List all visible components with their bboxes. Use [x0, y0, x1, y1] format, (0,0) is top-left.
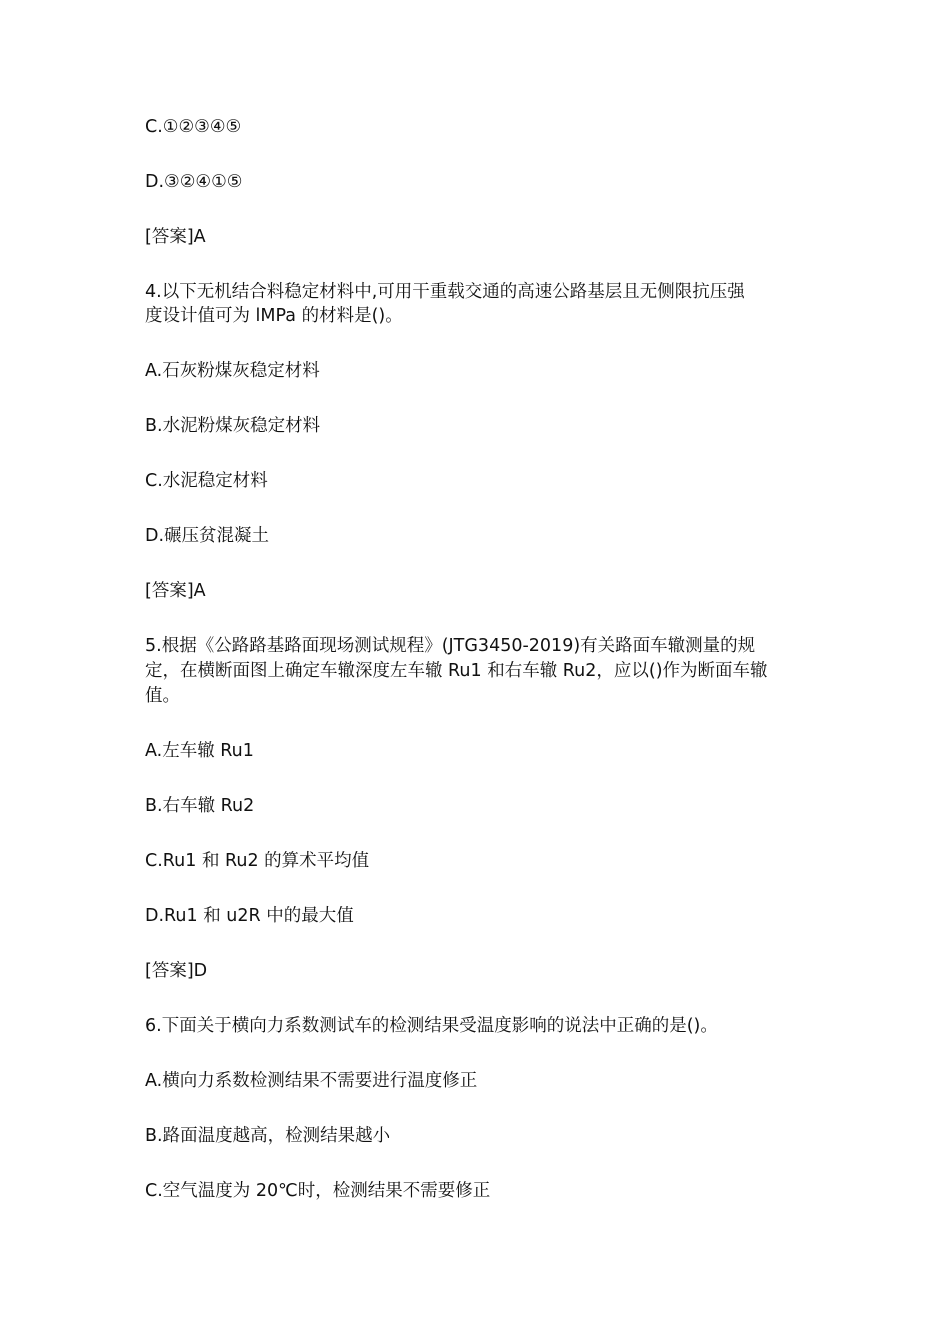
option-c: C.Ru1 和 Ru2 的算术平均值	[145, 851, 370, 871]
option-c: C.①②③④⑤	[145, 117, 242, 137]
answer: [答案]A	[145, 227, 206, 247]
option-c: C.空气温度为 20℃时，检测结果不需要修正	[145, 1181, 491, 1201]
option-b: B.路面温度越高，检测结果越小	[145, 1126, 391, 1146]
answer: [答案]A	[145, 581, 206, 601]
option-a: A.横向力系数检测结果不需要进行温度修正	[145, 1071, 478, 1091]
option-b: B.右车辙 Ru2	[145, 796, 255, 816]
option-a: A.左车辙 Ru1	[145, 741, 254, 761]
option-d: D.Ru1 和 u2R 中的最大值	[145, 906, 354, 926]
answer: [答案]D	[145, 961, 208, 981]
option-b: B.水泥粉煤灰稳定材料	[145, 416, 321, 436]
option-c: C.水泥稳定材料	[145, 471, 268, 491]
question-5-line-1: 5.根据《公路路基路面现场测试规程》(JTG3450-2019)有关路面车辙测量的规	[145, 636, 756, 656]
question-4-line-1: 4.以下无机结合料稳定材料中,可用干重载交通的高速公路基层且无侧限抗压强	[145, 282, 745, 302]
question-6: 6.下面关于横向力系数测试车的检测结果受温度影响的说法中正确的是()。	[145, 1016, 718, 1036]
option-a: A.石灰粉煤灰稳定材料	[145, 361, 320, 381]
option-d: D.③②④①⑤	[145, 172, 243, 192]
question-5-line-3: 值。	[145, 686, 180, 706]
option-d: D.碾压贫混凝土	[145, 526, 270, 546]
question-5-line-2: 定，在横断面图上确定车辙深度左车辙 Ru1 和右车辙 Ru2，应以()作为断面车辙	[145, 661, 768, 681]
question-4-line-2: 度设计值可为 lMPa 的材料是()。	[145, 306, 403, 326]
